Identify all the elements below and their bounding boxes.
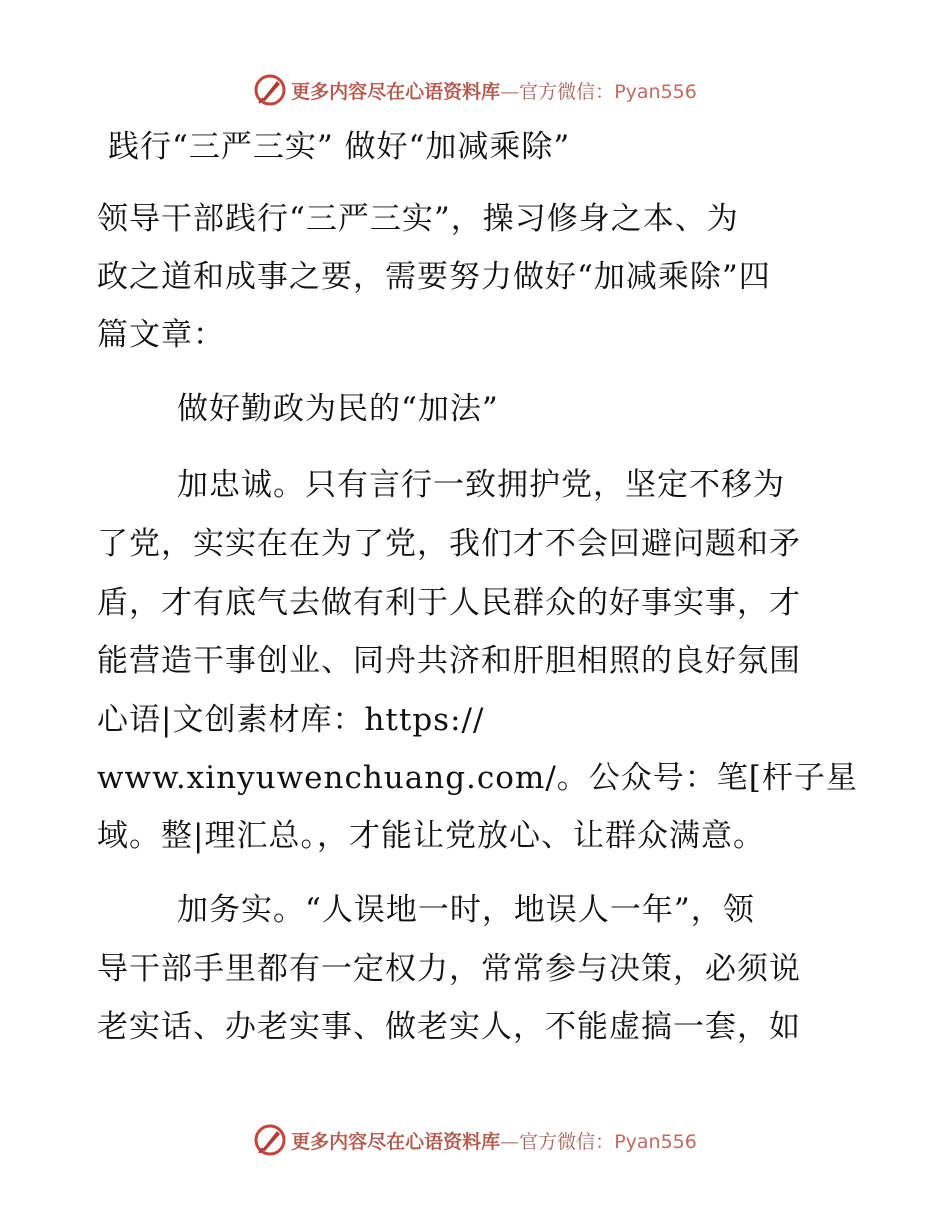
watermark-text: 更多内容尽在心语资料库—官方微信：Pyan556 — [291, 80, 697, 103]
p1-line-1: 加忠诚。只有言行一致拥护党，坚定不移为 — [177, 467, 785, 503]
intro-line-1: 领导干部践行“三严三实”，操习修身之本、为 — [97, 201, 739, 237]
header-watermark-banner — [0, 68, 950, 112]
p1-line-3: 盾，才有底气去做有利于人民群众的好事实事，才 — [97, 585, 801, 621]
watermark-text: 更多内容尽在心语资料库—官方微信：Pyan556 — [291, 1130, 697, 1153]
p2-line-3: 老实话、办老实事、做老实人，不能虚搞一套，如 — [97, 1009, 801, 1045]
p1-line-2: 了党，实实在在为了党，我们才不会回避问题和矛 — [97, 526, 801, 562]
p1-line-5: 心语|文创素材库：https:// — [97, 702, 485, 738]
document-title: 践行“三严三实” 做好“加减乘除” — [108, 129, 571, 165]
p1-line-7: 域。整|理汇总。，才能让党放心、让群众满意。 — [97, 818, 765, 854]
footer-watermark-banner — [0, 1118, 950, 1162]
p1-line-6: www.xinyuwenchuang.com/。公众号：笔[杆子星 — [97, 760, 858, 796]
intro-line-2: 政之道和成事之要，需要努力做好“加减乘除”四 — [97, 259, 771, 295]
p1-line-4: 能营造干事创业、同舟共济和肝胆相照的良好氛围 — [97, 643, 801, 679]
section-heading: 做好勤政为民的“加法” — [177, 391, 499, 427]
quill-logo-icon — [253, 1123, 287, 1157]
p2-line-2: 导干部手里都有一定权力，常常参与决策，必须说 — [97, 951, 801, 987]
p2-line-1: 加务实。“人误地一时，地误人一年”，领 — [177, 892, 755, 928]
quill-logo-icon — [253, 73, 287, 107]
intro-line-3: 篇文章： — [97, 317, 225, 353]
